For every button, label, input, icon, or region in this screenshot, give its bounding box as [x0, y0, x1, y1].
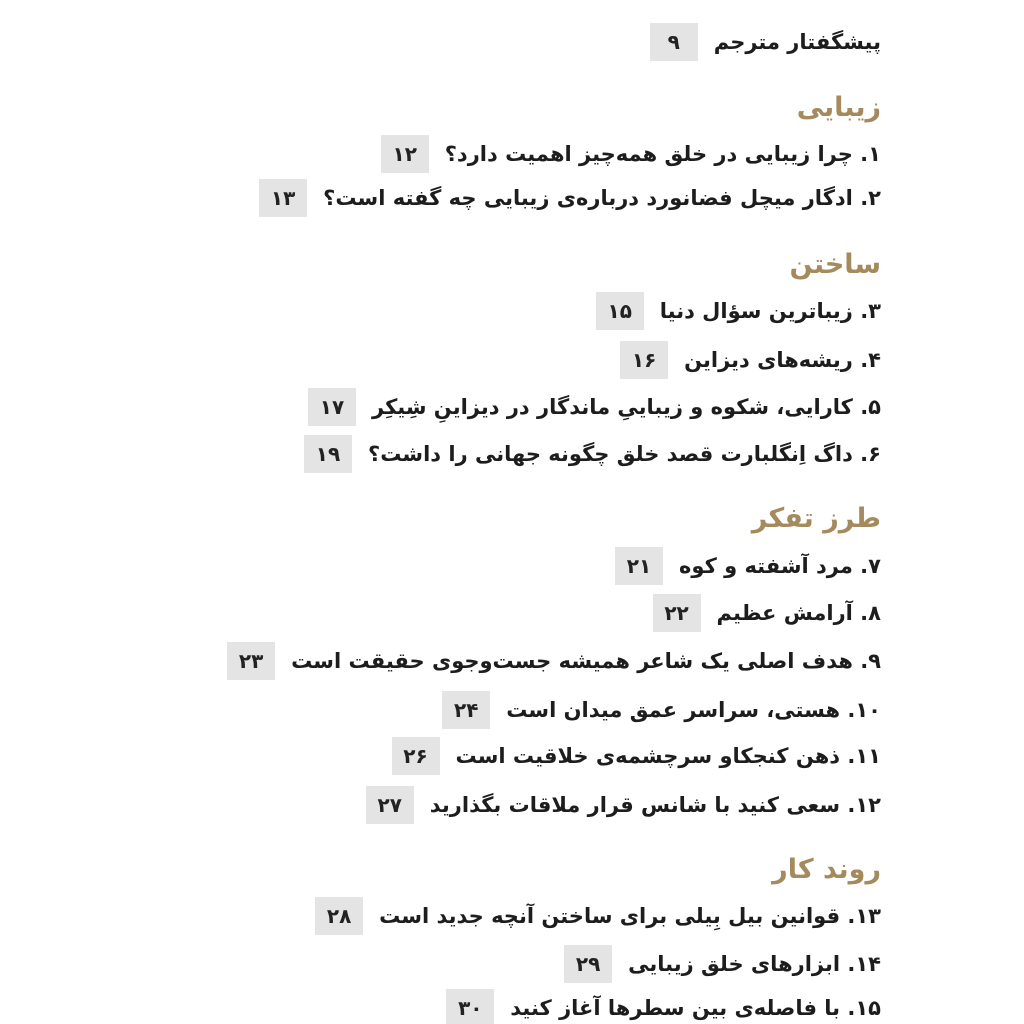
toc-page-number: ۲۱: [615, 547, 663, 585]
toc-entry[interactable]: [315, 896, 881, 936]
toc-entry[interactable]: [442, 690, 881, 730]
toc-entry-title: ۹. هدف اصلی یک شاعر همیشه جست‌وجوی حقیقت است: [291, 649, 881, 673]
toc-entry-title: ۱۴. ابزارهای خلق زیبایی: [628, 952, 881, 976]
toc-entry-intro[interactable]: [650, 22, 881, 62]
toc-entry-title: ۱۳. قوانین بیل بِیلی برای ساختن آنچه جدید است: [379, 904, 881, 928]
toc-entry-title: ۶. داگ اِنگلبارت قصد خلق چگونه جهانی را داشت؟: [368, 442, 881, 466]
toc-entry[interactable]: [308, 387, 881, 427]
toc-entry[interactable]: [392, 736, 881, 776]
toc-page-number: ۹: [650, 23, 698, 61]
section-heading-beauty: زیبایی: [796, 92, 881, 123]
toc-page-number: ۲۸: [315, 897, 363, 935]
toc-entry-title: ۱۲. سعی کنید با شانس قرار ملاقات بگذارید: [429, 793, 881, 817]
toc-entry[interactable]: [615, 546, 881, 586]
toc-page-number: ۱۳: [259, 179, 307, 217]
toc-entry-title: ۳. زیباترین سؤال دنیا: [659, 299, 881, 323]
toc-entry-title: پیشگفتار مترجم: [713, 30, 881, 54]
toc-entry-title: ۱۵. با فاصله‌ی بین سطرها آغاز کنید: [510, 996, 881, 1020]
section-heading-process: روند کار: [772, 854, 881, 885]
section-heading-making: ساختن: [789, 249, 881, 280]
toc-entry-title: ۵. کارایی، شکوه و زیباییِ ماندگار در دیزاینِ شِیکِر: [372, 395, 881, 419]
toc-page-number: ۲۲: [653, 594, 701, 632]
toc-page-number: ۱۵: [596, 292, 644, 330]
toc-entry-title: ۱۰. هستی، سراسر عمق میدان است: [506, 698, 881, 722]
toc-page-number: ۳۰: [446, 989, 494, 1024]
toc-entry[interactable]: [564, 944, 881, 984]
toc-entry[interactable]: [366, 785, 881, 825]
toc-page-number: ۱۲: [381, 135, 429, 173]
toc-page-number: ۲۶: [392, 737, 440, 775]
toc-page-number: ۱۶: [620, 341, 668, 379]
toc-entry[interactable]: [653, 593, 881, 633]
toc-entry[interactable]: [596, 291, 881, 331]
toc-entry-title: ۸. آرامش عظیم: [716, 601, 881, 625]
toc-entry-title: ۷. مرد آشفته و کوه: [679, 554, 881, 578]
toc-entry[interactable]: [259, 178, 881, 218]
section-heading-mindset: طرز تفکر: [751, 503, 881, 534]
toc-entry-title: ۱. چرا زیبایی در خلق همه‌چیز اهمیت دارد؟: [444, 142, 881, 166]
toc-entry[interactable]: [227, 641, 881, 681]
toc-entry-title: ۱۱. ذهن کنجکاو سرچشمه‌ی خلاقیت است: [455, 744, 881, 768]
toc-entry[interactable]: [620, 340, 881, 380]
toc-entry-title: ۴. ریشه‌های دیزاین: [684, 348, 881, 372]
toc-page-number: ۲۳: [227, 642, 275, 680]
toc-page-number: ۲۴: [442, 691, 490, 729]
toc-entry-title: ۲. ادگار میچل فضانورد درباره‌ی زیبایی چه گفته است؟: [323, 186, 881, 210]
toc-page-number: ۲۷: [366, 786, 414, 824]
toc-entry[interactable]: [381, 134, 881, 174]
toc-entry[interactable]: [304, 434, 881, 474]
toc-entry[interactable]: [446, 988, 881, 1024]
toc-page-number: ۱۷: [308, 388, 356, 426]
toc-page-number: ۲۹: [564, 945, 612, 983]
toc-page-number: ۱۹: [304, 435, 352, 473]
